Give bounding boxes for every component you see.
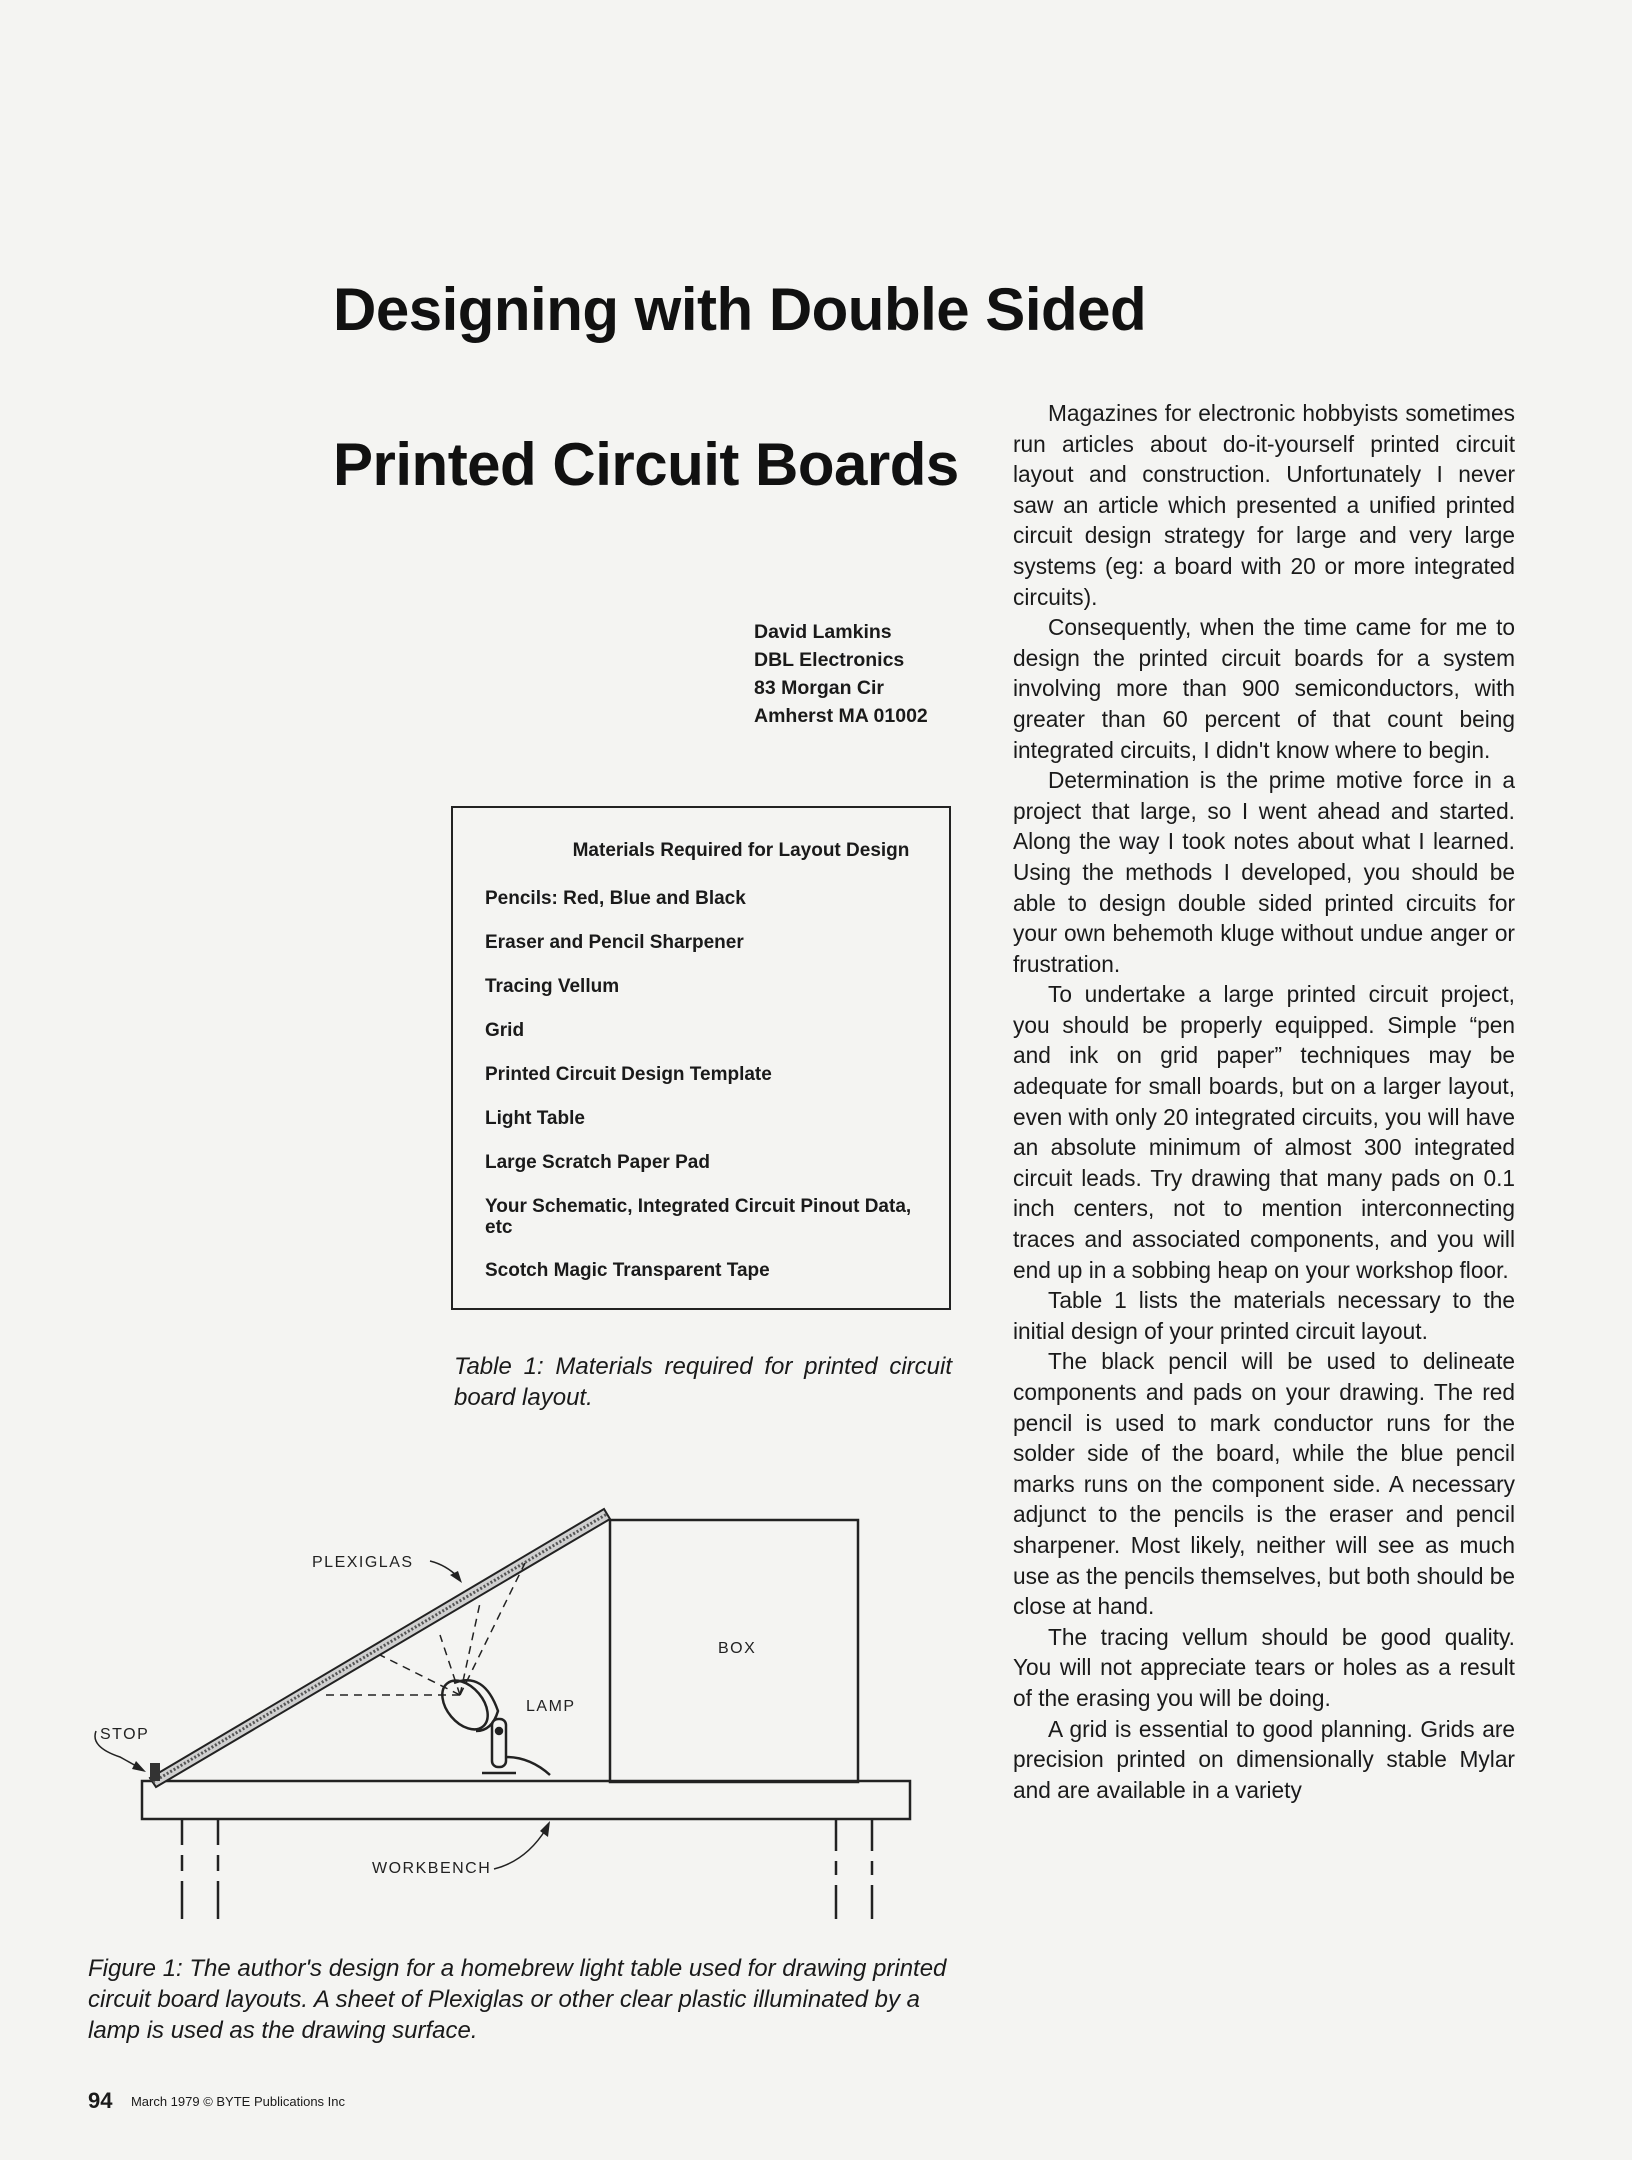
- author-company: DBL Electronics: [754, 649, 905, 671]
- materials-table: [451, 806, 951, 1310]
- workbench-leg-left: [182, 1819, 218, 1919]
- plexiglas-sheet: [150, 1509, 610, 1787]
- materials-item: Scotch Magic Transparent Tape: [485, 1260, 770, 1281]
- body-paragraph: Determination is the prime motive force in a project that large, so I went ahead and started. Along the way I took notes about what I learned. Using the methods I developed, you should be able to design double sided printed circuits for your own behemoth kluge without undue anger or frustration.: [1013, 767, 1515, 977]
- body-paragraph: A grid is essential to good planning. Grids are precision printed on dimensionally stable Mylar and are available in a variety: [1013, 1715, 1515, 1803]
- materials-table-heading: Materials Required for Layout Design: [572, 840, 910, 861]
- article-title-line-1: Designing with Double Sided: [333, 276, 1147, 343]
- materials-item: Eraser and Pencil Sharpener: [485, 932, 744, 953]
- body-paragraph: Table 1 lists the materials necessary to the initial design of your printed circuit layout.: [1013, 1287, 1515, 1344]
- lamp-label: LAMP: [526, 1698, 576, 1715]
- author-city: Amherst MA 01002: [754, 705, 928, 727]
- materials-list: [485, 888, 929, 1304]
- page-number: 94: [88, 2088, 113, 2113]
- materials-item: Pencils: Red, Blue and Black: [485, 888, 746, 909]
- workbench-top: [142, 1781, 910, 1819]
- body-paragraph: The black pencil will be used to delineate components and pads on your drawing. The red pencil is used to mark conductor runs for the solder side of the board, while the blue pencil marks runs on the component side. A necessary adjunct to the pencils is the eraser and pencil sharpener. Most likely, neither will see as much use as the pencils themselves, but both should be close at hand.: [1013, 1348, 1515, 1620]
- body-paragraph: The tracing vellum should be good quality. You will not appreciate tears or holes as a result of the erasing you will be doing.: [1013, 1623, 1515, 1711]
- workbench-leg-right: [836, 1819, 872, 1919]
- box-label: BOX: [718, 1640, 757, 1657]
- workbench-label: WORKBENCH: [372, 1860, 492, 1877]
- light-table-figure: [80, 1495, 920, 1935]
- figure-caption: Figure 1: The author's design for a homebrew light table used for drawing printed circuit board layouts. A sheet of Plexiglas or other clear plastic illuminated by a lamp is used as the drawing surface.: [88, 1955, 947, 2044]
- plexiglas-label: PLEXIGLAS: [312, 1554, 414, 1571]
- materials-item: Tracing Vellum: [485, 976, 620, 997]
- materials-item: Light Table: [485, 1108, 585, 1129]
- article-title-line-2: Printed Circuit Boards: [333, 431, 959, 498]
- body-paragraph: Magazines for electronic hobbyists sometimes run articles about do-it-yourself printed circuit layout and construction. Unfortunately I never saw an article which presented a unified printed circuit design strategy for large and very large systems (eg: a board with 20 or more integrated circuits).: [1013, 400, 1515, 610]
- footer-credit: March 1979 © BYTE Publications Inc: [130, 2094, 346, 2109]
- workbench-arrow: [494, 1829, 546, 1869]
- stop-block: [150, 1763, 160, 1781]
- table-caption: Table 1: Materials required for printed circuit board layout.: [454, 1353, 952, 1411]
- materials-item: Printed Circuit Design Template: [485, 1064, 772, 1085]
- author-block: [754, 618, 928, 730]
- materials-item: Your Schematic, Integrated Circuit Pinout Data, etc: [485, 1196, 912, 1238]
- page-footer: [88, 2088, 345, 2114]
- stop-label: STOP: [100, 1726, 150, 1743]
- materials-item: Large Scratch Paper Pad: [485, 1152, 710, 1173]
- lamp-shape: [433, 1672, 550, 1775]
- body-column: [1013, 398, 1515, 1805]
- author-name: David Lamkins: [754, 621, 892, 643]
- body-paragraph: Consequently, when the time came for me to design the printed circuit boards for a system involving more than 900 semiconductors, with greater than 60 percent of that count being integrated circuits, I didn't know where to begin.: [1013, 614, 1515, 763]
- author-street: 83 Morgan Cir: [754, 677, 885, 699]
- materials-item: Grid: [485, 1020, 525, 1041]
- body-paragraph: To undertake a large printed circuit project, you should be properly equipped. Simple “pen and ink on grid paper” techniques may be adequate for small boards, but on a larger layout, even with only 20 integrated circuits, you will have an absolute minimum of almost 300 integrated circuit leads. Try drawing that many pads on 0.1 inch centers, not to mention interconnecting traces and associated components, and you will end up in a sobbing heap on your workshop floor.: [1013, 981, 1515, 1283]
